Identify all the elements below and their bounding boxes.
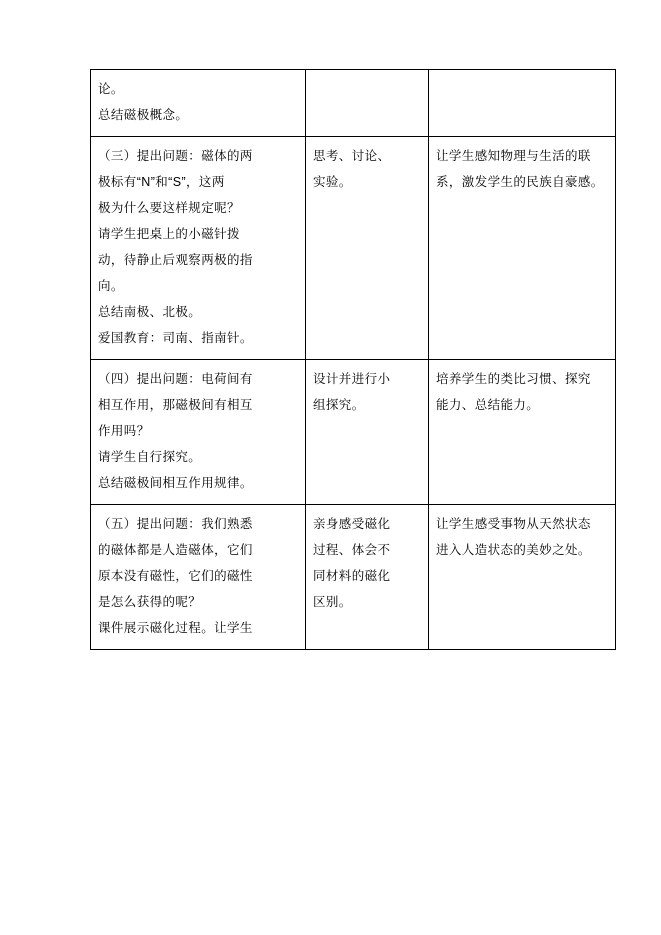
text-line: 过程、体会不 bbox=[313, 543, 391, 557]
teaching-activity-cell bbox=[91, 70, 306, 137]
student-activity-cell bbox=[306, 360, 429, 505]
text-line: 让学生感知物理与生活的联 bbox=[436, 149, 591, 163]
student-activity-cell bbox=[306, 70, 429, 137]
text-line: 总结磁极间相互作用规律。 bbox=[98, 476, 253, 490]
text-line: 极标有“N”和“S”，这两 bbox=[98, 175, 225, 189]
text-line: 区别。 bbox=[313, 595, 352, 609]
text-line: 总结南极、北极。 bbox=[98, 305, 202, 319]
text-line: 极为什么要这样规定呢？ bbox=[98, 201, 240, 215]
design-intent-cell bbox=[429, 70, 616, 137]
text-line: 进入人造状态的美妙之处。 bbox=[436, 543, 591, 557]
table-row bbox=[91, 70, 616, 137]
text-line: 请学生自行探究。 bbox=[98, 450, 202, 464]
text-line: 请学生把桌上的小磁针拨 bbox=[98, 227, 240, 241]
text-line: 作用吗？ bbox=[98, 424, 150, 438]
table-row bbox=[91, 360, 616, 505]
text-line: 课件展示磁化过程。让学生 bbox=[98, 621, 253, 635]
teaching-activity-cell bbox=[91, 505, 306, 650]
teaching-activity-cell bbox=[91, 137, 306, 360]
text-line: 相互作用，那磁极间有相互 bbox=[98, 398, 253, 412]
text-line: 设计并进行小 bbox=[313, 372, 391, 386]
text-line: 向。 bbox=[98, 279, 124, 293]
text-line: （四）提出问题：电荷间有 bbox=[98, 372, 253, 386]
text-line: 原本没有磁性，它们的磁性 bbox=[98, 569, 253, 583]
table-row bbox=[91, 137, 616, 360]
text-line: 是怎么获得的呢？ bbox=[98, 595, 202, 609]
text-line: 爱国教育：司南、指南针。 bbox=[98, 331, 253, 345]
text-line: （三）提出问题：磁体的两 bbox=[98, 149, 253, 163]
text-line: 实验。 bbox=[313, 175, 352, 189]
student-activity-cell bbox=[306, 137, 429, 360]
text-line: 培养学生的类比习惯、探究 bbox=[436, 372, 591, 386]
table-row bbox=[91, 505, 616, 650]
text-line: 动，待静止后观察两极的指 bbox=[98, 253, 253, 267]
text-line: 总结磁极概念。 bbox=[98, 108, 189, 122]
student-activity-cell bbox=[306, 505, 429, 650]
text-line: 组探究。 bbox=[313, 398, 365, 412]
text-line: 论。 bbox=[98, 82, 124, 96]
text-line: （五）提出问题：我们熟悉 bbox=[98, 517, 253, 531]
design-intent-cell bbox=[429, 137, 616, 360]
design-intent-cell bbox=[429, 505, 616, 650]
text-line: 的磁体都是人造磁体，它们 bbox=[98, 543, 253, 557]
design-intent-cell bbox=[429, 360, 616, 505]
lesson-plan-table bbox=[90, 69, 616, 650]
text-line: 让学生感受事物从天然状态 bbox=[436, 517, 591, 531]
text-line: 同材料的磁化 bbox=[313, 569, 391, 583]
text-line: 系，激发学生的民族自豪感。 bbox=[436, 175, 604, 189]
text-line: 能力、总结能力。 bbox=[436, 398, 540, 412]
teaching-activity-cell bbox=[91, 360, 306, 505]
text-line: 思考、讨论、 bbox=[313, 149, 391, 163]
text-line: 亲身感受磁化 bbox=[313, 517, 391, 531]
